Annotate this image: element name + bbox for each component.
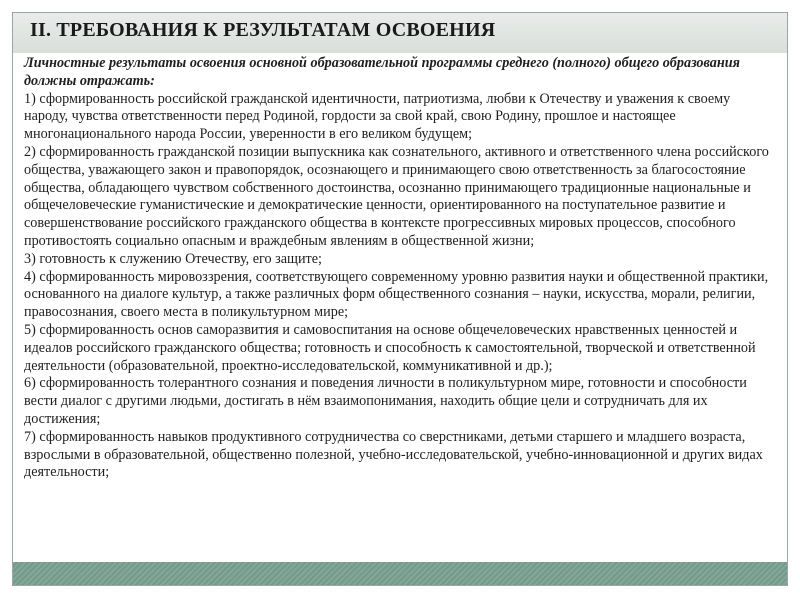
list-item-2: 2) сформированность гражданской позиции выпускника как сознательного, активного и ответственного члена российского общества, уважающего закон и правопорядок, осознающего и принимающего свою ответственность за благосостояние общества, обладающего чувством собственного достоинства, осознанно принимающего традиционные национальные и общечеловеческие гуманистические и демократические ценности, ориентированного на поступательное развитие и совершенствование российского гражданского общества в контексте прогрессивных мировых процессов, способного противостоять социально опасным и враждебным явлениям в общественной жизни; bbox=[24, 143, 769, 249]
footer-bar bbox=[13, 562, 787, 585]
list-item-7: 7) сформированность навыков продуктивного сотрудничества со сверстниками, детьми старшего и младшего возраста, взрослыми в образовательной, общественно полезной, учебно-исследовательской, учебно-инновационной и других видах деятельности; bbox=[24, 428, 763, 481]
list-item-3: 3) готовность к служению Отечеству, его защите; bbox=[24, 250, 322, 267]
slide-title: II. ТРЕБОВАНИЯ К РЕЗУЛЬТАТАМ ОСВОЕНИЯ bbox=[30, 19, 496, 41]
lead-paragraph: Личностные результаты освоения основной образовательной программы среднего (полного) общего образования должны отражать: bbox=[24, 55, 740, 89]
slide-content bbox=[24, 55, 776, 482]
list-item-4: 4) сформированность мировоззрения, соответствующего современному уровню развития науки и общественной практики, основанного на диалоге культур, а также различных форм общественного сознания – науки, искусства, морали, религии, правосознания, своего места в поликультурном мире; bbox=[24, 268, 769, 321]
list-item-1: 1) сформированность российской гражданской идентичности, патриотизма, любви к Отечеству и уважения к своему народу, чувства ответственности перед Родиной, гордости за свой край, свою Родину, прошлое и настоящее многонационального народа России, уверенности в его великом будущем; bbox=[24, 90, 731, 143]
list-item-5: 5) сформированность основ саморазвития и самовоспитания на основе общечеловеческих нравственных ценностей и идеалов российского гражданского общества; готовность и способность к самостоятельной, творческой и ответственной деятельности (образовательной, проектно-исследовательской, коммуникативной и др.); bbox=[24, 321, 756, 374]
list-item-6: 6) сформированность толерантного сознания и поведения личности в поликультурном мире, готовности и способности вести диалог с другими людьми, достигать в нём взаимопонимания, находить общие цели и сотрудничать для их достижения; bbox=[24, 375, 747, 427]
